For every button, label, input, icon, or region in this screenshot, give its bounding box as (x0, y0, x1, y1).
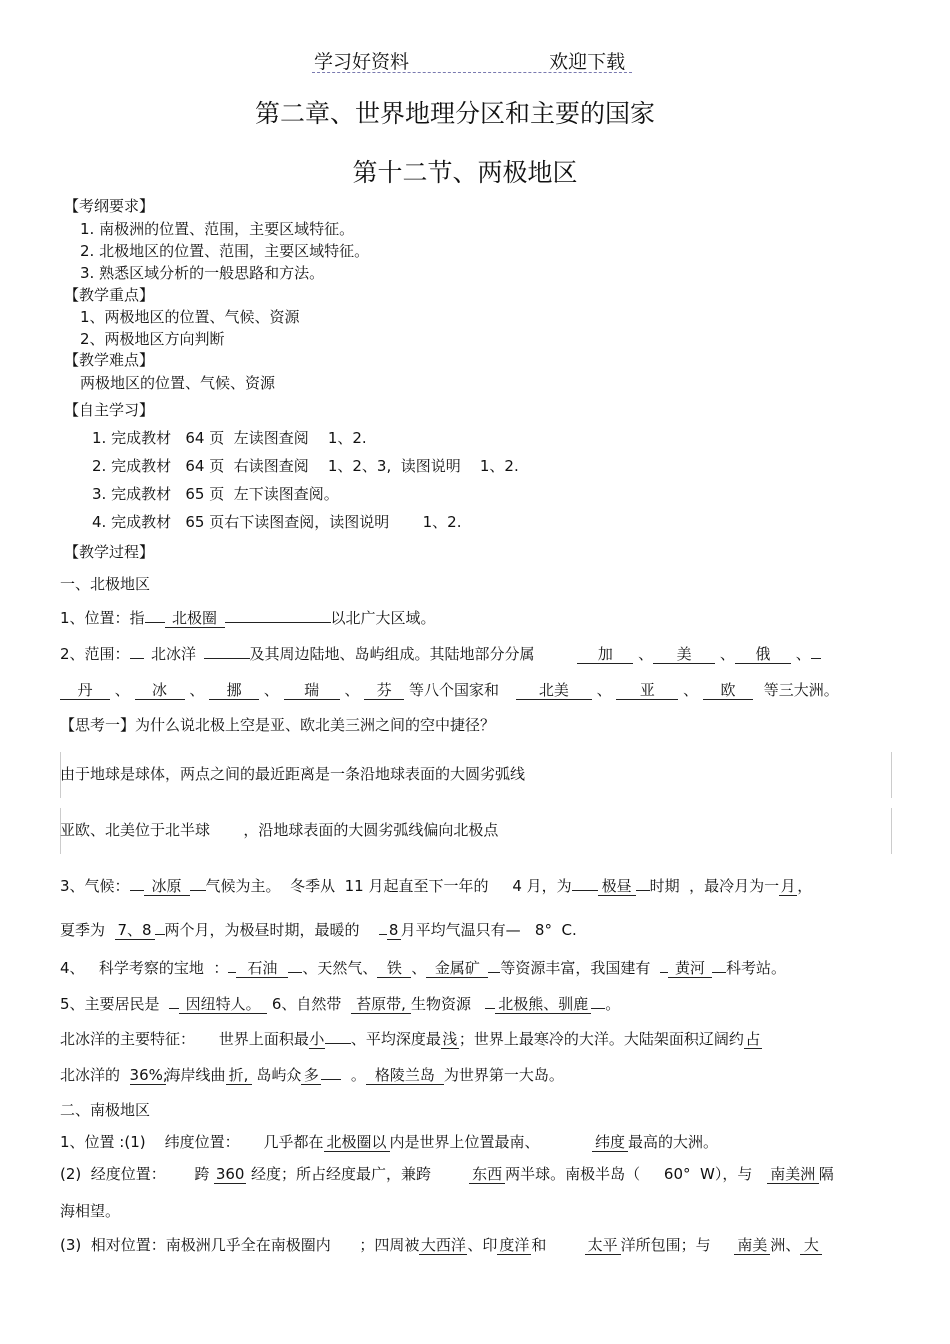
fill-circle: 北极圈以 (324, 1133, 390, 1152)
beiji-climate-line: 3、气候： 冰原 气候为主。 冬季从 11 月起直至下一年的 4 月，为 极昼 时期 ，最冷月为一月 ， (60, 877, 813, 895)
fill-coast: 折, (226, 1066, 252, 1085)
fill-country-1: 加 (577, 645, 633, 664)
fill-shelf: 占 (745, 1030, 761, 1048)
kaogang-heading: 【考纲要求】 (64, 197, 155, 215)
fill-area: 小 (309, 1030, 325, 1048)
fill-iron: 铁 (377, 959, 411, 978)
fill-jizhou: 极昼 (598, 877, 636, 896)
fill-warmest-month: 8 (387, 921, 401, 940)
header-right: 欢迎下载 (549, 51, 626, 73)
chapter-title: 第二章、世界地理分区和主要的国家 (254, 99, 655, 128)
guocheng-heading: 【教学过程】 (64, 543, 155, 561)
nanji-relative-line: (3) 相对位置：南极洲几乎全在南极圈内 ；四周被大西洋 、印 度洋 和 太平 洋所包围；与 南美 洲、 大 (60, 1234, 822, 1255)
fill-country-6: 挪 (209, 681, 259, 700)
fill-greenland: 格陵兰岛 (366, 1066, 444, 1085)
zizhu-item-3: 3. 完成教材 65 页 左下读图查阅。 (92, 485, 339, 503)
fill-da: 大 (800, 1236, 822, 1255)
think-answer-1: 由于地球是球体，两点之间的最近距离是一条沿地球表面的大圆劣弧线 (60, 765, 526, 783)
zhongdian-item-2: 2、两极地区方向判断 (80, 330, 225, 348)
fill-country-8: 芬 (364, 681, 404, 700)
section-title: 第十二节、两极地区 (352, 158, 578, 187)
fill-summer-months: 7、8 (115, 921, 155, 940)
fill-tundra: 苔原带, (351, 995, 411, 1014)
zizhu-item-1: 1. 完成教材 64 页 左读图查阅 1、2. (92, 429, 367, 447)
beiji-position-line: 1、位置：指 北极圈 以北广大区域。 (60, 609, 436, 627)
fill-continent-2: 亚 (616, 681, 678, 700)
fill-depth: 浅 (442, 1030, 458, 1048)
page-header (314, 47, 625, 74)
zhongdian-heading: 【教学重点】 (64, 286, 155, 304)
fill-country-5: 冰 (135, 681, 185, 700)
kaogang-item-3: 3. 熟悉区域分析的一般思路和方法。 (80, 264, 325, 282)
beiji-range-line-2: 丹 、 冰 、 挪 、 瑞 、 芬 等八个国家和 北美 、 亚 、 欧 等三大洲。 (60, 679, 900, 700)
zizhu-heading: 【自主学习】 (64, 401, 155, 419)
nanji-longitude-line: (2) 经度位置： 跨 360 经度；所占经度最广，兼跨 东西 两半球。南极半岛（ 60° W），与 南美洲 隔 (60, 1165, 834, 1183)
nanji-heading: 二、南极地区 (60, 1101, 151, 1119)
think-label: 【思考一】 (60, 716, 136, 734)
fill-country-7: 瑞 (284, 681, 340, 700)
fill-station: 黄河 (668, 959, 712, 978)
fill-pacific: 太平 (585, 1236, 621, 1255)
fill-indian: 度洋 (499, 1236, 530, 1254)
beiji-climate-line-2: 夏季为 7、8 两个月，为极昼时期，最暖的 8 月平均气温只有— 8° C. (60, 921, 577, 939)
zizhu-item-2: 2. 完成教材 64 页 右读图查阅 1、2、3, 读图说明 1、2. (92, 457, 519, 475)
header-divider (312, 72, 632, 73)
kaogang-item-1: 1. 南极洲的位置、范围，主要区域特征。 (80, 220, 355, 238)
ocean-feature-line-2: 北冰洋的 36%;海岸线曲 折, 岛屿众 多 。 格陵兰岛 为世界第一大岛。 (60, 1066, 564, 1084)
fill-inuit: 因纽特人。 (179, 995, 267, 1014)
nanji-longitude-line-2: 海相望。 (60, 1202, 121, 1220)
fill-country-2: 美 (653, 645, 715, 664)
fill-bingyuan: 冰原 (144, 877, 190, 896)
fill-country-4: 丹 (60, 681, 110, 700)
fill-atlantic: 大西洋 (420, 1236, 466, 1254)
nandian-text: 两极地区的位置、气候、资源 (80, 374, 276, 392)
fill-beibingyang: 北冰洋 (151, 645, 197, 663)
beiji-heading: 一、北极地区 (60, 575, 151, 593)
fill-continent-1: 北美 (516, 681, 592, 700)
fill-360: 360 (215, 1165, 245, 1183)
think-question: 【思考一】为什么说北极上空是亚、欧北美三洲之间的空中捷径？ (60, 716, 496, 734)
beiji-resources-line: 4、 科学考察的宝地 ： 石油 、天然气、 铁 、 金属矿 等资源丰富，我国建有 黄河 科考站。 (60, 959, 786, 977)
nandian-heading: 【教学难点】 (64, 351, 155, 369)
kaogang-item-2: 2. 北极地区的位置、范围，主要区域特征。 (80, 242, 370, 260)
nanji-latitude-line: 1、位置 :(1) 纬度位置： 几乎都在 北极圈以 内是世界上位置最南、 纬度 最高的大洲。 (60, 1133, 718, 1151)
fill-islands: 多 (301, 1066, 321, 1085)
zhongdian-item-1: 1、两极地区的位置、气候、资源 (80, 308, 300, 326)
fill-beijiquan: 北极圈 (165, 609, 225, 628)
think-answer-2: 亚欧、北美位于北半球 ，沿地球表面的大圆劣弧线偏向北极点 (60, 821, 499, 839)
fill-hemispheres: 东西 (469, 1165, 505, 1184)
beiji-residents-line: 5、主要居民是 因纽特人。 6、自然带 苔原带, 生物资源 北极熊、驯鹿 。 (60, 995, 621, 1013)
fill-metal: 金属矿 (426, 959, 488, 978)
fill-animals: 北极熊、驯鹿 (495, 995, 591, 1014)
fill-coldest-month: 月 (780, 877, 796, 895)
ocean-feature-line: 北冰洋的主要特征： 世界上面积最小 、平均深度最浅 ；世界上最寒冷的大洋。大陆架面积辽阔约占 (60, 1030, 761, 1048)
fill-south-am: 南美 (734, 1236, 770, 1255)
header-left: 学习好资料 (314, 51, 410, 73)
beiji-range-line: 2、范围： 北冰洋 及其周边陆地、岛屿组成。其陆地部分分属 加 、 美 、 俄 、 (60, 643, 900, 664)
fill-continent-3: 欧 (703, 681, 753, 700)
zizhu-item-4: 4. 完成教材 65 页右下读图查阅，读图说明 1、2. (92, 513, 462, 531)
fill-south-america: 南美洲 (767, 1165, 819, 1184)
fill-country-3: 俄 (735, 645, 791, 664)
fill-oil: 石油 (236, 959, 288, 978)
fill-percent: 36%; (129, 1066, 168, 1084)
fill-latitude: 纬度 (592, 1133, 628, 1152)
